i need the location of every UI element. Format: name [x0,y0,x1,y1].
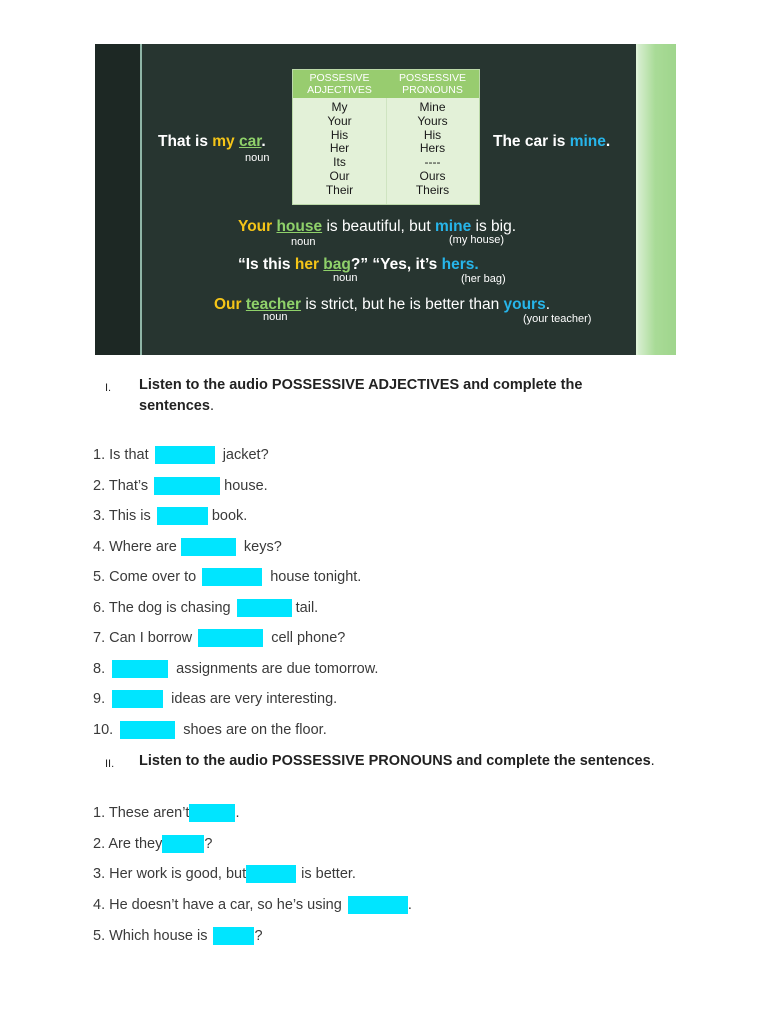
example-text: . [605,133,611,150]
section-title-end: . [650,753,655,769]
exercise-item [93,895,412,915]
noun-note: noun [333,272,358,284]
item-text: . [235,805,240,821]
example-text: is strict, but he is better than [305,296,500,313]
item-text: assignments are due tomorrow. [176,661,379,677]
pronoun-cell: Theirs [415,182,450,197]
reference-note: (her bag) [461,273,506,285]
noun-word: bag [323,256,351,273]
exercise-item [93,476,268,496]
exercise-item [93,506,247,526]
noun-word: teacher [245,296,302,313]
slide-left-stripe [95,44,140,355]
item-text: 7. Can I borrow [93,630,193,646]
possessive-pronoun: mine [569,133,606,150]
exercise-item [93,659,378,679]
adjectives-column [293,70,387,204]
possessive-adjective: Your [238,218,273,235]
section-title-text: Listen to the audio POSSESSIVE ADJECTIVES and complete the sentences [139,377,583,414]
exercise-item [93,926,263,946]
possessive-adjective: her [294,256,319,273]
section-title-text: Listen to the audio POSSESSIVE PRONOUNS and complete the sentences [139,753,651,769]
answer-blank[interactable] [112,660,168,678]
item-text: 3. Her work is good, but [93,866,247,882]
exercise-item [93,864,356,884]
possessive-adjective: Our [214,296,242,313]
reference-note: (your teacher) [523,313,592,325]
answer-blank[interactable] [348,896,408,914]
possessives-table [292,69,480,205]
item-text: house tonight. [270,569,362,585]
reference-note: (my house) [449,234,505,246]
item-text: is better. [301,866,356,882]
item-text: . [407,897,412,913]
item-text: house. [224,478,268,494]
possessive-adjective: my [212,133,235,150]
example-text: ?” “Yes, it’s [350,256,438,273]
item-text: 1. Is that [93,447,149,463]
adjective-cell: Our [329,168,350,183]
exercise-item [93,445,269,465]
example-text: The car is [493,133,566,150]
example-text: . [545,296,551,313]
answer-blank[interactable] [246,865,296,883]
exercise-item [93,720,327,740]
pronoun-cell: ---- [424,155,441,170]
adjective-cell: My [331,100,348,114]
pronoun-cell: Yours [417,113,448,128]
item-text: ? [254,928,263,944]
item-text: shoes are on the floor. [183,722,327,738]
exercise-item [93,567,361,587]
possessive-pronoun: mine [435,218,472,235]
noun-word: car [238,133,262,150]
noun-note: noun [263,311,288,323]
section-1-heading [105,375,665,419]
example-the-car-is-mine [493,133,610,151]
item-text: ideas are very interesting. [171,691,338,707]
example-text: “Is this [238,256,291,273]
answer-blank[interactable] [198,629,263,647]
answer-blank[interactable] [112,690,163,708]
exercise-item [93,834,212,854]
item-text: keys? [243,539,282,555]
answer-blank[interactable] [155,446,215,464]
section-title [139,375,659,417]
adjective-cell: Its [333,155,346,170]
example-that-is-my-car [158,133,266,151]
example-text: is big. [475,218,517,235]
item-text: 6. The dog is chasing [93,600,231,616]
item-text: book. [211,508,248,524]
exercise-item [93,628,345,648]
item-text: 9. [93,691,106,707]
item-text: 4. Where are [93,539,177,555]
exercise-item [93,598,318,618]
item-text: 2. That’s [93,478,149,494]
item-text: 2. Are they [93,836,163,852]
noun-note: noun [291,236,316,248]
example-text: . [261,133,266,150]
section-2-heading [105,751,665,795]
answer-blank[interactable] [202,568,262,586]
section-numeral: II. [105,758,115,770]
adjectives-header: POSSESIVE ADJECTIVES [293,70,386,98]
item-text: 1. These aren’t [93,805,190,821]
pronoun-cell: Mine [419,100,446,114]
grammar-slide-image [95,44,676,355]
example-is-this-her-bag [238,256,479,274]
adjective-cell: Their [325,182,354,197]
answer-blank[interactable] [181,538,236,556]
exercise-item [93,537,282,557]
answer-blank[interactable] [189,804,235,822]
pronoun-cell: His [423,127,442,142]
section-numeral: I. [105,382,112,394]
example-text: That is [158,133,208,150]
item-text: 4. He doesn’t have a car, so he’s using [93,897,342,913]
item-text: jacket? [222,447,269,463]
answer-blank[interactable] [213,927,254,945]
item-text: 3. This is [93,508,151,524]
noun-note: noun [245,152,270,164]
section-title-end: . [209,398,214,414]
answer-blank[interactable] [154,477,220,495]
slide-right-gradient [638,44,676,355]
item-text: 10. [93,722,114,738]
pronouns-header: POSSESSIVE PRONOUNS [386,70,479,98]
example-text: is beautiful, but [326,218,431,235]
pronouns-column [386,70,479,204]
exercise-item [93,803,240,823]
section-title [139,751,659,772]
adjective-cell: Her [329,141,350,156]
possessive-pronoun: hers. [441,256,479,273]
noun-word: house [276,218,323,235]
pronoun-cell: Ours [419,168,446,183]
item-text: cell phone? [271,630,346,646]
answer-blank[interactable] [237,599,292,617]
possessive-pronoun: yours [503,296,546,313]
adjective-cell: His [330,127,349,142]
answer-blank[interactable] [120,721,175,739]
item-text: ? [204,836,213,852]
item-text: 5. Come over to [93,569,197,585]
pronoun-cell: Hers [419,141,446,156]
item-text: 5. Which house is [93,928,208,944]
answer-blank[interactable] [162,835,204,853]
answer-blank[interactable] [157,507,208,525]
slide-divider-line [140,44,142,355]
item-text: tail. [295,600,319,616]
item-text: 8. [93,661,106,677]
exercise-item [93,689,337,709]
adjective-cell: Your [327,113,352,128]
